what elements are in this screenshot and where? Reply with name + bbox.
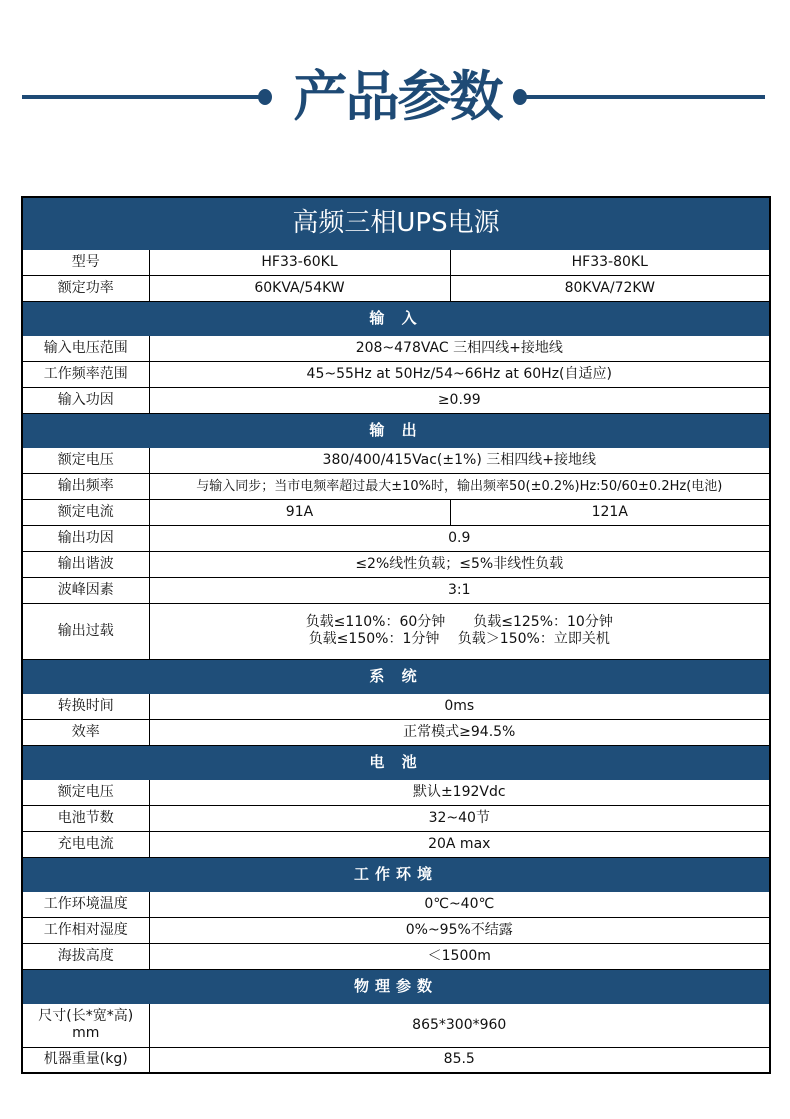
- overload-line-1: 负载≤110%：60分钟 负载≤125%：10分钟: [305, 614, 613, 630]
- row-label: 额定电压: [22, 447, 149, 473]
- row-value: 3:1: [149, 577, 770, 603]
- table-row: [22, 249, 770, 275]
- table-row: [22, 1003, 770, 1047]
- table-row: [22, 551, 770, 577]
- row-label: 电池节数: [22, 805, 149, 831]
- row-label: 尺寸(长*宽*高) mm: [22, 1003, 149, 1047]
- table-row: [22, 525, 770, 551]
- row-value: 208~478VAC 三相四线+接地线: [149, 335, 770, 361]
- heading-dot-left: [258, 89, 272, 105]
- row-label: 输出频率: [22, 473, 149, 499]
- row-value: 20A max: [149, 831, 770, 857]
- section-input: [22, 301, 770, 335]
- table-row: [22, 693, 770, 719]
- row-value: 0℃~40℃: [149, 891, 770, 917]
- row-label: 海拔高度: [22, 943, 149, 969]
- row-label: 效率: [22, 719, 149, 745]
- section-output: [22, 413, 770, 447]
- table-row: [22, 447, 770, 473]
- overload-line-2: 负载≤150%：1分钟 负载＞150%：立即关机: [308, 631, 610, 647]
- row-value: [149, 603, 770, 659]
- row-label: 机器重量(kg): [22, 1047, 149, 1073]
- row-label: 转换时间: [22, 693, 149, 719]
- cell-power-60: 60KVA/54KW: [149, 275, 450, 301]
- table-row: [22, 499, 770, 525]
- row-value: 0%~95%不结露: [149, 917, 770, 943]
- row-value: 380/400/415Vac(±1%) 三相四线+接地线: [149, 447, 770, 473]
- section-system: [22, 659, 770, 693]
- row-value: 0.9: [149, 525, 770, 551]
- table-row: [22, 1047, 770, 1073]
- row-label: 输出过载: [22, 603, 149, 659]
- row-value: 0ms: [149, 693, 770, 719]
- table-title-row: [22, 197, 770, 249]
- section-header: 输 入: [22, 301, 770, 335]
- row-value: 与输入同步；当市电频率超过最大±10%时，输出频率50(±0.2%)Hz:50/60±0.2Hz(电池): [149, 473, 770, 499]
- cell-power-80: 80KVA/72KW: [450, 275, 770, 301]
- cell-current-60: 91A: [149, 499, 450, 525]
- table-row: [22, 473, 770, 499]
- row-label: 工作相对湿度: [22, 917, 149, 943]
- table-row: [22, 891, 770, 917]
- row-value: 默认±192Vdc: [149, 779, 770, 805]
- table-row: [22, 361, 770, 387]
- row-label: 输出谐波: [22, 551, 149, 577]
- section-header: 输 出: [22, 413, 770, 447]
- table-title: 高频三相UPS电源: [22, 197, 770, 249]
- table-row: [22, 943, 770, 969]
- cell-model-60: HF33-60KL: [149, 249, 450, 275]
- section-header: 物理参数: [22, 969, 770, 1003]
- table-row: [22, 387, 770, 413]
- row-value: 正常模式≥94.5%: [149, 719, 770, 745]
- row-label: 工作环境温度: [22, 891, 149, 917]
- table-row: [22, 577, 770, 603]
- row-value: 865*300*960: [149, 1003, 770, 1047]
- row-label: 充电电流: [22, 831, 149, 857]
- row-value: ＜1500m: [149, 943, 770, 969]
- row-value: ≥0.99: [149, 387, 770, 413]
- heading-divider-left: [22, 95, 262, 99]
- section-header: 系 统: [22, 659, 770, 693]
- heading-divider-right: [525, 95, 765, 99]
- section-battery: [22, 745, 770, 779]
- row-label: 工作频率范围: [22, 361, 149, 387]
- table-row: [22, 603, 770, 659]
- row-value: 32~40节: [149, 805, 770, 831]
- table-row: [22, 831, 770, 857]
- row-label: 波峰因素: [22, 577, 149, 603]
- table-row: [22, 805, 770, 831]
- row-value: 45~55Hz at 50Hz/54~66Hz at 60Hz(自适应): [149, 361, 770, 387]
- cell-current-80: 121A: [450, 499, 770, 525]
- row-label: 输入电压范围: [22, 335, 149, 361]
- row-label: 额定电压: [22, 779, 149, 805]
- section-physical: [22, 969, 770, 1003]
- row-label: 输出功因: [22, 525, 149, 551]
- cell-model-80: HF33-80KL: [450, 249, 770, 275]
- table-row: [22, 719, 770, 745]
- table-row: [22, 917, 770, 943]
- table-row: [22, 779, 770, 805]
- table-row: [22, 275, 770, 301]
- page-heading: [0, 60, 790, 140]
- row-label: 输入功因: [22, 387, 149, 413]
- row-label: 额定功率: [22, 275, 149, 301]
- row-value: ≤2%线性负载；≤5%非线性负载: [149, 551, 770, 577]
- spec-table: [21, 196, 771, 1074]
- section-header: 工作环境: [22, 857, 770, 891]
- row-value: 85.5: [149, 1047, 770, 1073]
- section-environment: [22, 857, 770, 891]
- section-header: 电 池: [22, 745, 770, 779]
- page-title: 产品参数: [293, 65, 502, 128]
- row-label: 型号: [22, 249, 149, 275]
- table-row: [22, 335, 770, 361]
- row-label: 额定电流: [22, 499, 149, 525]
